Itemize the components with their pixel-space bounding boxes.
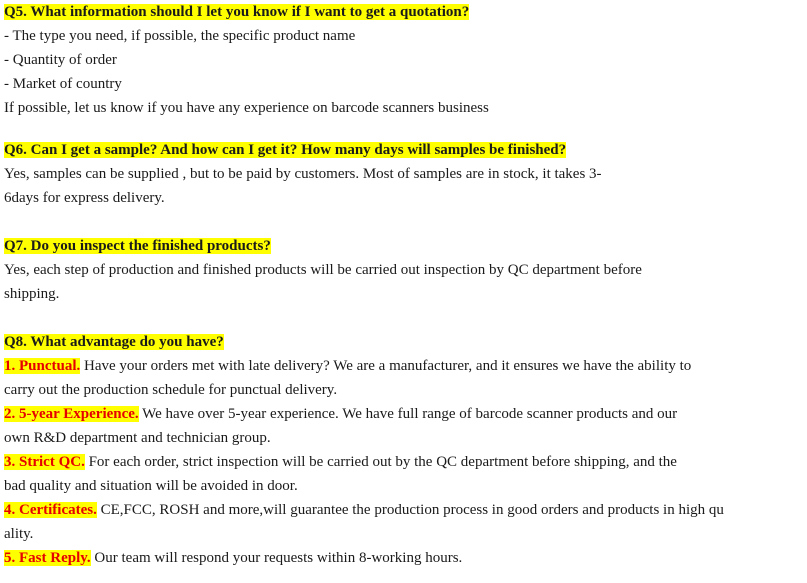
advantage-strict-qc (4, 451, 677, 473)
advantage-text: own R&D department and technician group. (4, 430, 271, 446)
q6-answer: 6days for express delivery. (4, 190, 165, 206)
advantage-label: 3. Strict QC. (4, 454, 85, 470)
q5-note: If possible, let us know if you have any experience on barcode scanners business (4, 100, 489, 116)
advantage-text: ality. (4, 526, 34, 542)
q8-heading: Q8. What advantage do you have? (4, 334, 224, 350)
advantage-text: We have over 5-year experience. We have full range of barcode scanner products and our (138, 406, 678, 422)
advantage-label: 4. Certificates. (4, 502, 97, 518)
advantage-fast-reply (4, 547, 462, 569)
q6-answer: Yes, samples can be supplied , but to be paid by customers. Most of samples are in stock, it takes 3- (4, 166, 602, 182)
advantage-experience (4, 403, 677, 425)
advantage-text: Have your orders met with late delivery? We are a manufacturer, and it ensures we have the ability to (80, 358, 692, 374)
q5-heading-line (4, 1, 469, 23)
q7-heading-line (4, 235, 271, 257)
q6-heading-line (4, 139, 566, 161)
advantage-certificates (4, 499, 724, 521)
q6-heading: Q6. Can I get a sample? And how can I get it? How many days will samples be finished? (4, 142, 567, 158)
advantage-text: carry out the production schedule for punctual delivery. (4, 382, 338, 398)
advantage-text: For each order, strict inspection will be carried out by the QC department before shipping, and the (84, 454, 677, 470)
q5-item: - The type you need, if possible, the specific product name (4, 28, 356, 44)
advantage-label: 2. 5-year Experience. (4, 406, 139, 422)
advantage-label: 1. Punctual. (4, 358, 81, 374)
q7-answer: shipping. (4, 286, 60, 302)
q5-item: - Market of country (4, 76, 122, 92)
advantage-text: CE,FCC, ROSH and more,will guarantee the production process in good orders and products in high qu (96, 502, 724, 518)
q7-heading: Q7. Do you inspect the finished products? (4, 238, 271, 254)
q5-heading: Q5. What information should I let you know if I want to get a quotation? (4, 4, 470, 20)
q5-item: - Quantity of order (4, 52, 117, 68)
q8-heading-line (4, 331, 224, 353)
advantage-text: bad quality and situation will be avoided in door. (4, 478, 298, 494)
advantage-label: 5. Fast Reply. (4, 550, 91, 566)
q7-answer: Yes, each step of production and finished products will be carried out inspection by QC department before (4, 262, 642, 278)
advantage-punctual (4, 355, 691, 377)
advantage-text: Our team will respond your requests within 8-working hours. (90, 550, 463, 566)
